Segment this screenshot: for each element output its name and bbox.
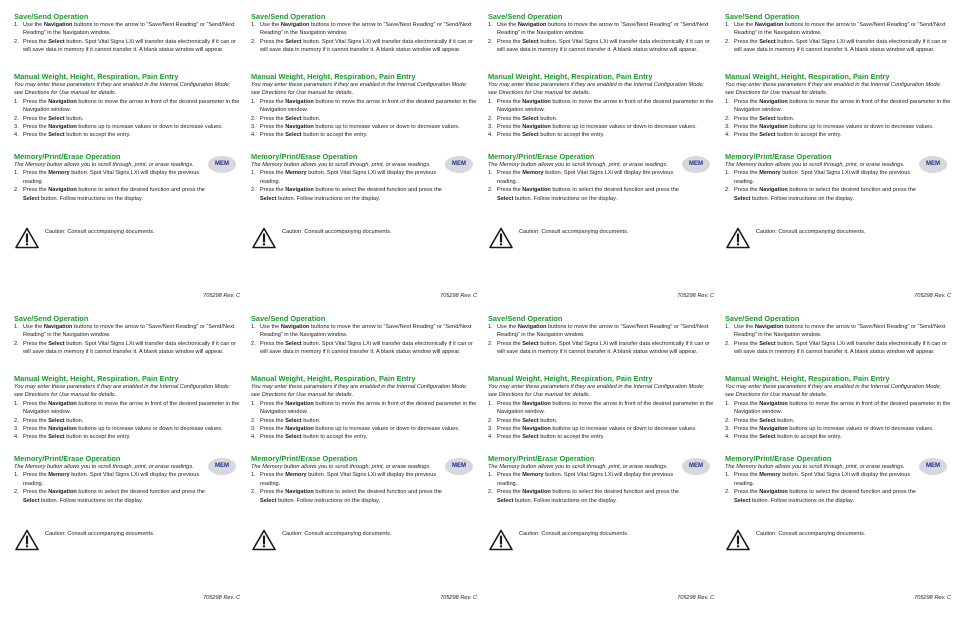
save-send-heading: Save/Send Operation [488,12,563,21]
memory-section [251,454,447,505]
memory-step: 1. Press the Memory button. Spot Vital Signs LXi will display the previous reading. [488,472,674,487]
manual-step: 4. Press the Select button to accept the entry. [251,434,368,441]
mem-button-icon: MEM [208,156,236,173]
instruction-card [14,12,240,312]
manual-entry-section [725,374,951,442]
manual-entry-steps [251,400,477,442]
manual-step: 1. Press the Navigation buttons to move the arrow in front of the desired parameter in the Navigation window. [14,98,240,114]
manual-entry-heading: Manual Weight, Height, Respiration, Pain Entry [725,374,890,383]
revision-number: 705298 Rev. C [914,293,951,299]
memory-step: 1. Press the Memory button. Spot Vital Signs LXi will display the previous reading. [14,170,200,185]
memory-steps [488,471,684,505]
manual-step: 2. Press the Select button. [14,417,84,424]
save-send-steps [488,323,714,357]
caution-notice [14,528,240,558]
manual-step: 2. Press the Select button. [251,115,321,122]
manual-entry-section [488,72,714,140]
memory-steps [725,471,921,505]
revision-number: 705298 Rev. C [914,595,951,601]
warning-triangle-icon [726,529,750,551]
memory-step: 2. Press the Navigation buttons to select the desired function and press the Select button. Follow instructions on the display. [251,489,442,504]
manual-entry-intro: You may enter these parameters if they are enabled in the Internal Configuration Mode; see Directions for Use manual for details. [488,384,705,399]
manual-step: 4. Press the Select button to accept the entry. [488,132,605,139]
memory-step: 2. Press the Navigation buttons to select the desired function and press the Select button. Follow instructions on the display. [725,187,916,202]
manual-entry-heading: Manual Weight, Height, Respiration, Pain Entry [725,72,890,81]
mem-button-icon: MEM [445,156,473,173]
warning-triangle-icon [15,227,39,249]
manual-step: 4. Press the Select button to accept the entry. [725,132,842,139]
manual-step: 2. Press the Select button. [14,115,84,122]
save-step: 2. Press the Select button. Spot Vital Signs LXi will transfer data electronically if it can or will save data in memory if it cannot transfer it. A blank status window will appear. [488,340,710,356]
manual-entry-heading: Manual Weight, Height, Respiration, Pain Entry [488,374,653,383]
manual-entry-intro: You may enter these parameters if they are enabled in the Internal Configuration Mode; see Directions for Use manual for details. [725,384,942,399]
memory-step: 2. Press the Navigation buttons to select the desired function and press the Select button. Follow instructions on the display. [14,187,205,202]
memory-step: 2. Press the Navigation buttons to select the desired function and press the Select button. Follow instructions on the display. [14,489,205,504]
caution-notice [488,528,714,558]
memory-heading: Memory/Print/Erase Operation [488,454,595,463]
save-step: 1. Use the Navigation buttons to move the arrow to “Save/Next Reading” or “Send/Next Reading” in the Navigation window. [488,324,709,339]
memory-step: 2. Press the Navigation buttons to select the desired function and press the Select button. Follow instructions on the display. [725,489,916,504]
manual-entry-intro: You may enter these parameters if they are enabled in the Internal Configuration Mode; see Directions for Use manual for details. [14,384,231,399]
warning-triangle-icon [489,529,513,551]
caution-text: Caution: Consult accompanying documents. [519,229,629,235]
manual-step: 1. Press the Navigation buttons to move the arrow in front of the desired parameter in the Navigation window. [488,400,714,416]
memory-step: 1. Press the Memory button. Spot Vital Signs LXi will display the previous reading. [725,170,911,185]
memory-intro: The Memory button allows you to scroll through, print, or erase readings. [488,464,668,470]
warning-triangle-icon [15,529,39,551]
revision-number: 705298 Rev. C [677,293,714,299]
save-step: 1. Use the Navigation buttons to move the arrow to “Save/Next Reading” or “Send/Next Reading” in the Navigation window. [725,22,946,37]
manual-entry-intro: You may enter these parameters if they are enabled in the Internal Configuration Mode; see Directions for Use manual for details. [14,82,231,97]
mem-button-icon: MEM [208,458,236,475]
save-step: 2. Press the Select button. Spot Vital Signs LXi will transfer data electronically if it can or will save data in memory if it cannot transfer it. A blank status window will appear. [251,340,473,356]
save-step: 1. Use the Navigation buttons to move the arrow to “Save/Next Reading” or “Send/Next Reading” in the Navigation window. [251,324,472,339]
caution-notice [251,226,477,256]
mem-button-icon: MEM [445,458,473,475]
revision-number: 705298 Rev. C [440,293,477,299]
manual-step: 4. Press the Select button to accept the entry. [725,434,842,441]
memory-intro: The Memory button allows you to scroll through, print, or erase readings. [725,464,905,470]
manual-entry-steps [14,400,240,442]
manual-step: 2. Press the Select button. [725,417,795,424]
manual-step: 2. Press the Select button. [725,115,795,122]
manual-step: 1. Press the Navigation buttons to move the arrow in front of the desired parameter in the Navigation window. [725,98,951,114]
manual-step: 4. Press the Select button to accept the entry. [488,434,605,441]
manual-entry-heading: Manual Weight, Height, Respiration, Pain Entry [251,72,416,81]
manual-entry-intro: You may enter these parameters if they are enabled in the Internal Configuration Mode; see Directions for Use manual for details. [488,82,705,97]
instruction-card [725,12,951,312]
memory-heading: Memory/Print/Erase Operation [14,454,121,463]
manual-step: 1. Press the Navigation buttons to move the arrow in front of the desired parameter in the Navigation window. [251,400,477,416]
save-step: 2. Press the Select button. Spot Vital Signs LXi will transfer data electronically if it can or will save data in memory if it cannot transfer it. A blank status window will appear. [251,38,473,54]
save-step: 2. Press the Select button. Spot Vital Signs LXi will transfer data electronically if it can or will save data in memory if it cannot transfer it. A blank status window will appear. [488,38,710,54]
save-step: 1. Use the Navigation buttons to move the arrow to “Save/Next Reading” or “Send/Next Reading” in the Navigation window. [725,324,946,339]
save-step: 1. Use the Navigation buttons to move the arrow to “Save/Next Reading” or “Send/Next Reading” in the Navigation window. [488,22,709,37]
manual-entry-section [14,72,240,140]
save-send-section [488,314,714,357]
memory-steps [251,471,447,505]
memory-intro: The Memory button allows you to scroll through, print, or erase readings. [488,162,668,168]
save-send-heading: Save/Send Operation [14,314,89,323]
memory-step: 2. Press the Navigation buttons to select the desired function and press the Select button. Follow instructions on the display. [251,187,442,202]
instruction-card [251,314,477,614]
save-send-section [251,314,477,357]
memory-step: 1. Press the Memory button. Spot Vital Signs LXi will display the previous reading. [251,472,437,487]
instruction-card [488,314,714,614]
manual-step: 3. Press the Navigation buttons up to increase values or down to decrease values. [14,124,223,131]
revision-number: 705298 Rev. C [677,595,714,601]
memory-steps [251,169,447,203]
memory-heading: Memory/Print/Erase Operation [14,152,121,161]
caution-notice [725,528,951,558]
memory-section [725,454,921,505]
memory-steps [14,169,210,203]
memory-intro: The Memory button allows you to scroll through, print, or erase readings. [14,162,194,168]
caution-text: Caution: Consult accompanying documents. [756,229,866,235]
manual-step: 3. Press the Navigation buttons up to increase values or down to decrease values. [725,124,934,131]
save-send-heading: Save/Send Operation [14,12,89,21]
manual-entry-section [14,374,240,442]
caution-notice [725,226,951,256]
memory-section [725,152,921,203]
instruction-card [14,314,240,614]
save-send-heading: Save/Send Operation [251,12,326,21]
instruction-card [725,314,951,614]
manual-step: 1. Press the Navigation buttons to move the arrow in front of the desired parameter in the Navigation window. [725,400,951,416]
instruction-card [488,12,714,312]
save-send-steps [725,323,951,357]
manual-entry-steps [251,98,477,140]
revision-number: 705298 Rev. C [203,293,240,299]
instruction-card [251,12,477,312]
save-send-section [14,314,240,357]
memory-step: 2. Press the Navigation buttons to select the desired function and press the Select button. Follow instructions on the display. [488,187,679,202]
manual-entry-section [251,72,477,140]
manual-entry-heading: Manual Weight, Height, Respiration, Pain Entry [251,374,416,383]
manual-entry-section [251,374,477,442]
manual-entry-steps [725,400,951,442]
memory-section [14,152,210,203]
manual-step: 3. Press the Navigation buttons up to increase values or down to decrease values. [488,426,697,433]
save-send-steps [725,21,951,55]
memory-heading: Memory/Print/Erase Operation [725,454,832,463]
manual-entry-intro: You may enter these parameters if they are enabled in the Internal Configuration Mode; see Directions for Use manual for details. [251,82,468,97]
manual-entry-steps [488,400,714,442]
caution-text: Caution: Consult accompanying documents. [45,531,155,537]
caution-notice [488,226,714,256]
memory-steps [725,169,921,203]
revision-number: 705298 Rev. C [440,595,477,601]
save-send-steps [14,323,240,357]
memory-heading: Memory/Print/Erase Operation [251,454,358,463]
manual-entry-steps [14,98,240,140]
manual-step: 3. Press the Navigation buttons up to increase values or down to decrease values. [725,426,934,433]
manual-step: 3. Press the Navigation buttons up to increase values or down to decrease values. [251,426,460,433]
save-send-section [251,12,477,55]
memory-intro: The Memory button allows you to scroll through, print, or erase readings. [14,464,194,470]
warning-triangle-icon [252,529,276,551]
caution-text: Caution: Consult accompanying documents. [756,531,866,537]
memory-section [251,152,447,203]
caution-text: Caution: Consult accompanying documents. [282,229,392,235]
memory-section [488,454,684,505]
save-step: 1. Use the Navigation buttons to move the arrow to “Save/Next Reading” or “Send/Next Reading” in the Navigation window. [14,22,235,37]
caution-notice [14,226,240,256]
manual-step: 3. Press the Navigation buttons up to increase values or down to decrease values. [488,124,697,131]
save-send-section [725,12,951,55]
manual-entry-heading: Manual Weight, Height, Respiration, Pain Entry [14,374,179,383]
manual-entry-intro: You may enter these parameters if they are enabled in the Internal Configuration Mode; see Directions for Use manual for details. [251,384,468,399]
save-step: 1. Use the Navigation buttons to move the arrow to “Save/Next Reading” or “Send/Next Reading” in the Navigation window. [14,324,235,339]
caution-text: Caution: Consult accompanying documents. [282,531,392,537]
warning-triangle-icon [252,227,276,249]
save-send-section [14,12,240,55]
save-send-heading: Save/Send Operation [251,314,326,323]
caution-notice [251,528,477,558]
manual-entry-heading: Manual Weight, Height, Respiration, Pain Entry [14,72,179,81]
manual-entry-heading: Manual Weight, Height, Respiration, Pain Entry [488,72,653,81]
memory-step: 1. Press the Memory button. Spot Vital Signs LXi will display the previous reading. [725,472,911,487]
memory-heading: Memory/Print/Erase Operation [488,152,595,161]
warning-triangle-icon [726,227,750,249]
warning-triangle-icon [489,227,513,249]
memory-intro: The Memory button allows you to scroll through, print, or erase readings. [251,464,431,470]
memory-step: 1. Press the Memory button. Spot Vital Signs LXi will display the previous reading. [14,472,200,487]
manual-step: 3. Press the Navigation buttons up to increase values or down to decrease values. [14,426,223,433]
mem-button-icon: MEM [919,156,947,173]
memory-heading: Memory/Print/Erase Operation [251,152,358,161]
save-step: 2. Press the Select button. Spot Vital Signs LXi will transfer data electronically if it can or will save data in memory if it cannot transfer it. A blank status window will appear. [725,38,947,54]
save-send-heading: Save/Send Operation [488,314,563,323]
memory-steps [488,169,684,203]
manual-entry-steps [488,98,714,140]
manual-step: 1. Press the Navigation buttons to move the arrow in front of the desired parameter in the Navigation window. [488,98,714,114]
memory-step: 1. Press the Memory button. Spot Vital Signs LXi will display the previous reading. [488,170,674,185]
caution-text: Caution: Consult accompanying documents. [519,531,629,537]
manual-step: 3. Press the Navigation buttons up to increase values or down to decrease values. [251,124,460,131]
memory-intro: The Memory button allows you to scroll through, print, or erase readings. [251,162,431,168]
save-step: 2. Press the Select button. Spot Vital Signs LXi will transfer data electronically if it can or will save data in memory if it cannot transfer it. A blank status window will appear. [725,340,947,356]
revision-number: 705298 Rev. C [203,595,240,601]
memory-step: 1. Press the Memory button. Spot Vital Signs LXi will display the previous reading. [251,170,437,185]
manual-entry-steps [725,98,951,140]
manual-entry-section [725,72,951,140]
memory-intro: The Memory button allows you to scroll through, print, or erase readings. [725,162,905,168]
memory-step: 2. Press the Navigation buttons to select the desired function and press the Select button. Follow instructions on the display. [488,489,679,504]
save-send-heading: Save/Send Operation [725,12,800,21]
save-send-steps [251,323,477,357]
manual-step: 4. Press the Select button to accept the entry. [14,132,131,139]
save-send-steps [251,21,477,55]
save-send-section [488,12,714,55]
manual-step: 2. Press the Select button. [488,417,558,424]
manual-step: 2. Press the Select button. [488,115,558,122]
manual-step: 4. Press the Select button to accept the entry. [251,132,368,139]
memory-section [14,454,210,505]
mem-button-icon: MEM [919,458,947,475]
manual-entry-section [488,374,714,442]
save-step: 2. Press the Select button. Spot Vital Signs LXi will transfer data electronically if it can or will save data in memory if it cannot transfer it. A blank status window will appear. [14,38,236,54]
mem-button-icon: MEM [682,458,710,475]
mem-button-icon: MEM [682,156,710,173]
memory-heading: Memory/Print/Erase Operation [725,152,832,161]
manual-entry-intro: You may enter these parameters if they are enabled in the Internal Configuration Mode; see Directions for Use manual for details. [725,82,942,97]
manual-step: 2. Press the Select button. [251,417,321,424]
manual-step: 4. Press the Select button to accept the entry. [14,434,131,441]
save-step: 2. Press the Select button. Spot Vital Signs LXi will transfer data electronically if it can or will save data in memory if it cannot transfer it. A blank status window will appear. [14,340,236,356]
manual-step: 1. Press the Navigation buttons to move the arrow in front of the desired parameter in the Navigation window. [251,98,477,114]
save-send-section [725,314,951,357]
caution-text: Caution: Consult accompanying documents. [45,229,155,235]
memory-section [488,152,684,203]
save-step: 1. Use the Navigation buttons to move the arrow to “Save/Next Reading” or “Send/Next Reading” in the Navigation window. [251,22,472,37]
save-send-steps [14,21,240,55]
save-send-steps [488,21,714,55]
save-send-heading: Save/Send Operation [725,314,800,323]
memory-steps [14,471,210,505]
manual-step: 1. Press the Navigation buttons to move the arrow in front of the desired parameter in the Navigation window. [14,400,240,416]
